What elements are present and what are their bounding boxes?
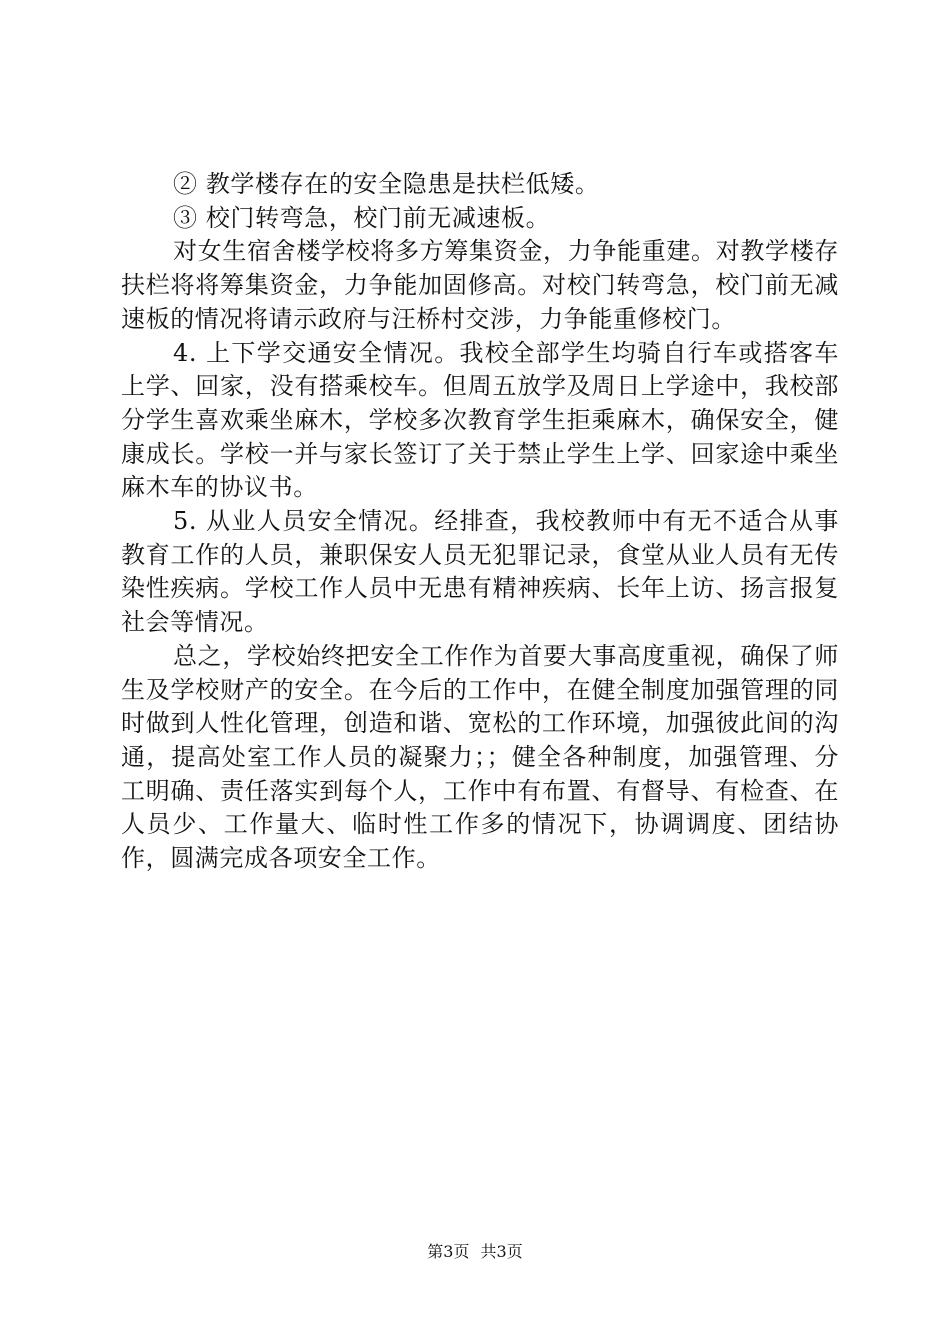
paragraph-hazard-railing: ② 教学楼存在的安全隐患是扶栏低矮。 (173, 170, 600, 198)
document-body (121, 168, 839, 876)
paragraph-traffic-safety: 4. 上下学交通安全情况。我校全部学生均骑自行车或搭客车上学、回家，没有搭乘校车。但周五放学及周日上学途中，我校部分学生喜欢乘坐麻木，学校多次教育学生拒乘麻木，确保安全，健康成长。学校一并与家长签订了关于禁止学生上学、回家途中乘坐麻木车的协议书。 (121, 338, 839, 502)
paragraph-rectification-plan: 对女生宿舍楼学校将多方筹集资金，力争能重建。对教学楼存扶栏将将筹集资金，力争能加固修高。对校门转弯急，校门前无减速板的情况将请示政府与汪桥村交涉，力争能重修校门。 (121, 237, 839, 333)
page-number: 第3页 (427, 1242, 470, 1261)
page-total: 共3页 (480, 1242, 523, 1261)
paragraph-hazard-gate: ③ 校门转弯急，校门前无减速板。 (173, 203, 551, 232)
page-footer (0, 1241, 950, 1263)
paragraph-staff-safety: 5. 从业人员安全情况。经排查，我校教师中有无不适合从事教育工作的人员，兼职保安人员无犯罪记录，食堂从业人员有无传染性疾病。学校工作人员中无患有精神疾病、长年上访、扬言报复社会等情况。 (121, 507, 839, 637)
paragraph-conclusion: 总之，学校始终把安全工作作为首要大事高度重视，确保了师生及学校财产的安全。在今后的工作中，在健全制度加强管理的同时做到人性化管理，创造和谐、宽松的工作环境，加强彼此间的沟通，提高处室工作人员的凝聚力；；健全各种制度，加强管理、分工明确、责任落实到每个人，工作中有布置、有督导、有检查、在人员少、工作量大、临时性工作多的情况下，协调调度、团结协作，圆满完成各项安全工作。 (121, 641, 839, 873)
